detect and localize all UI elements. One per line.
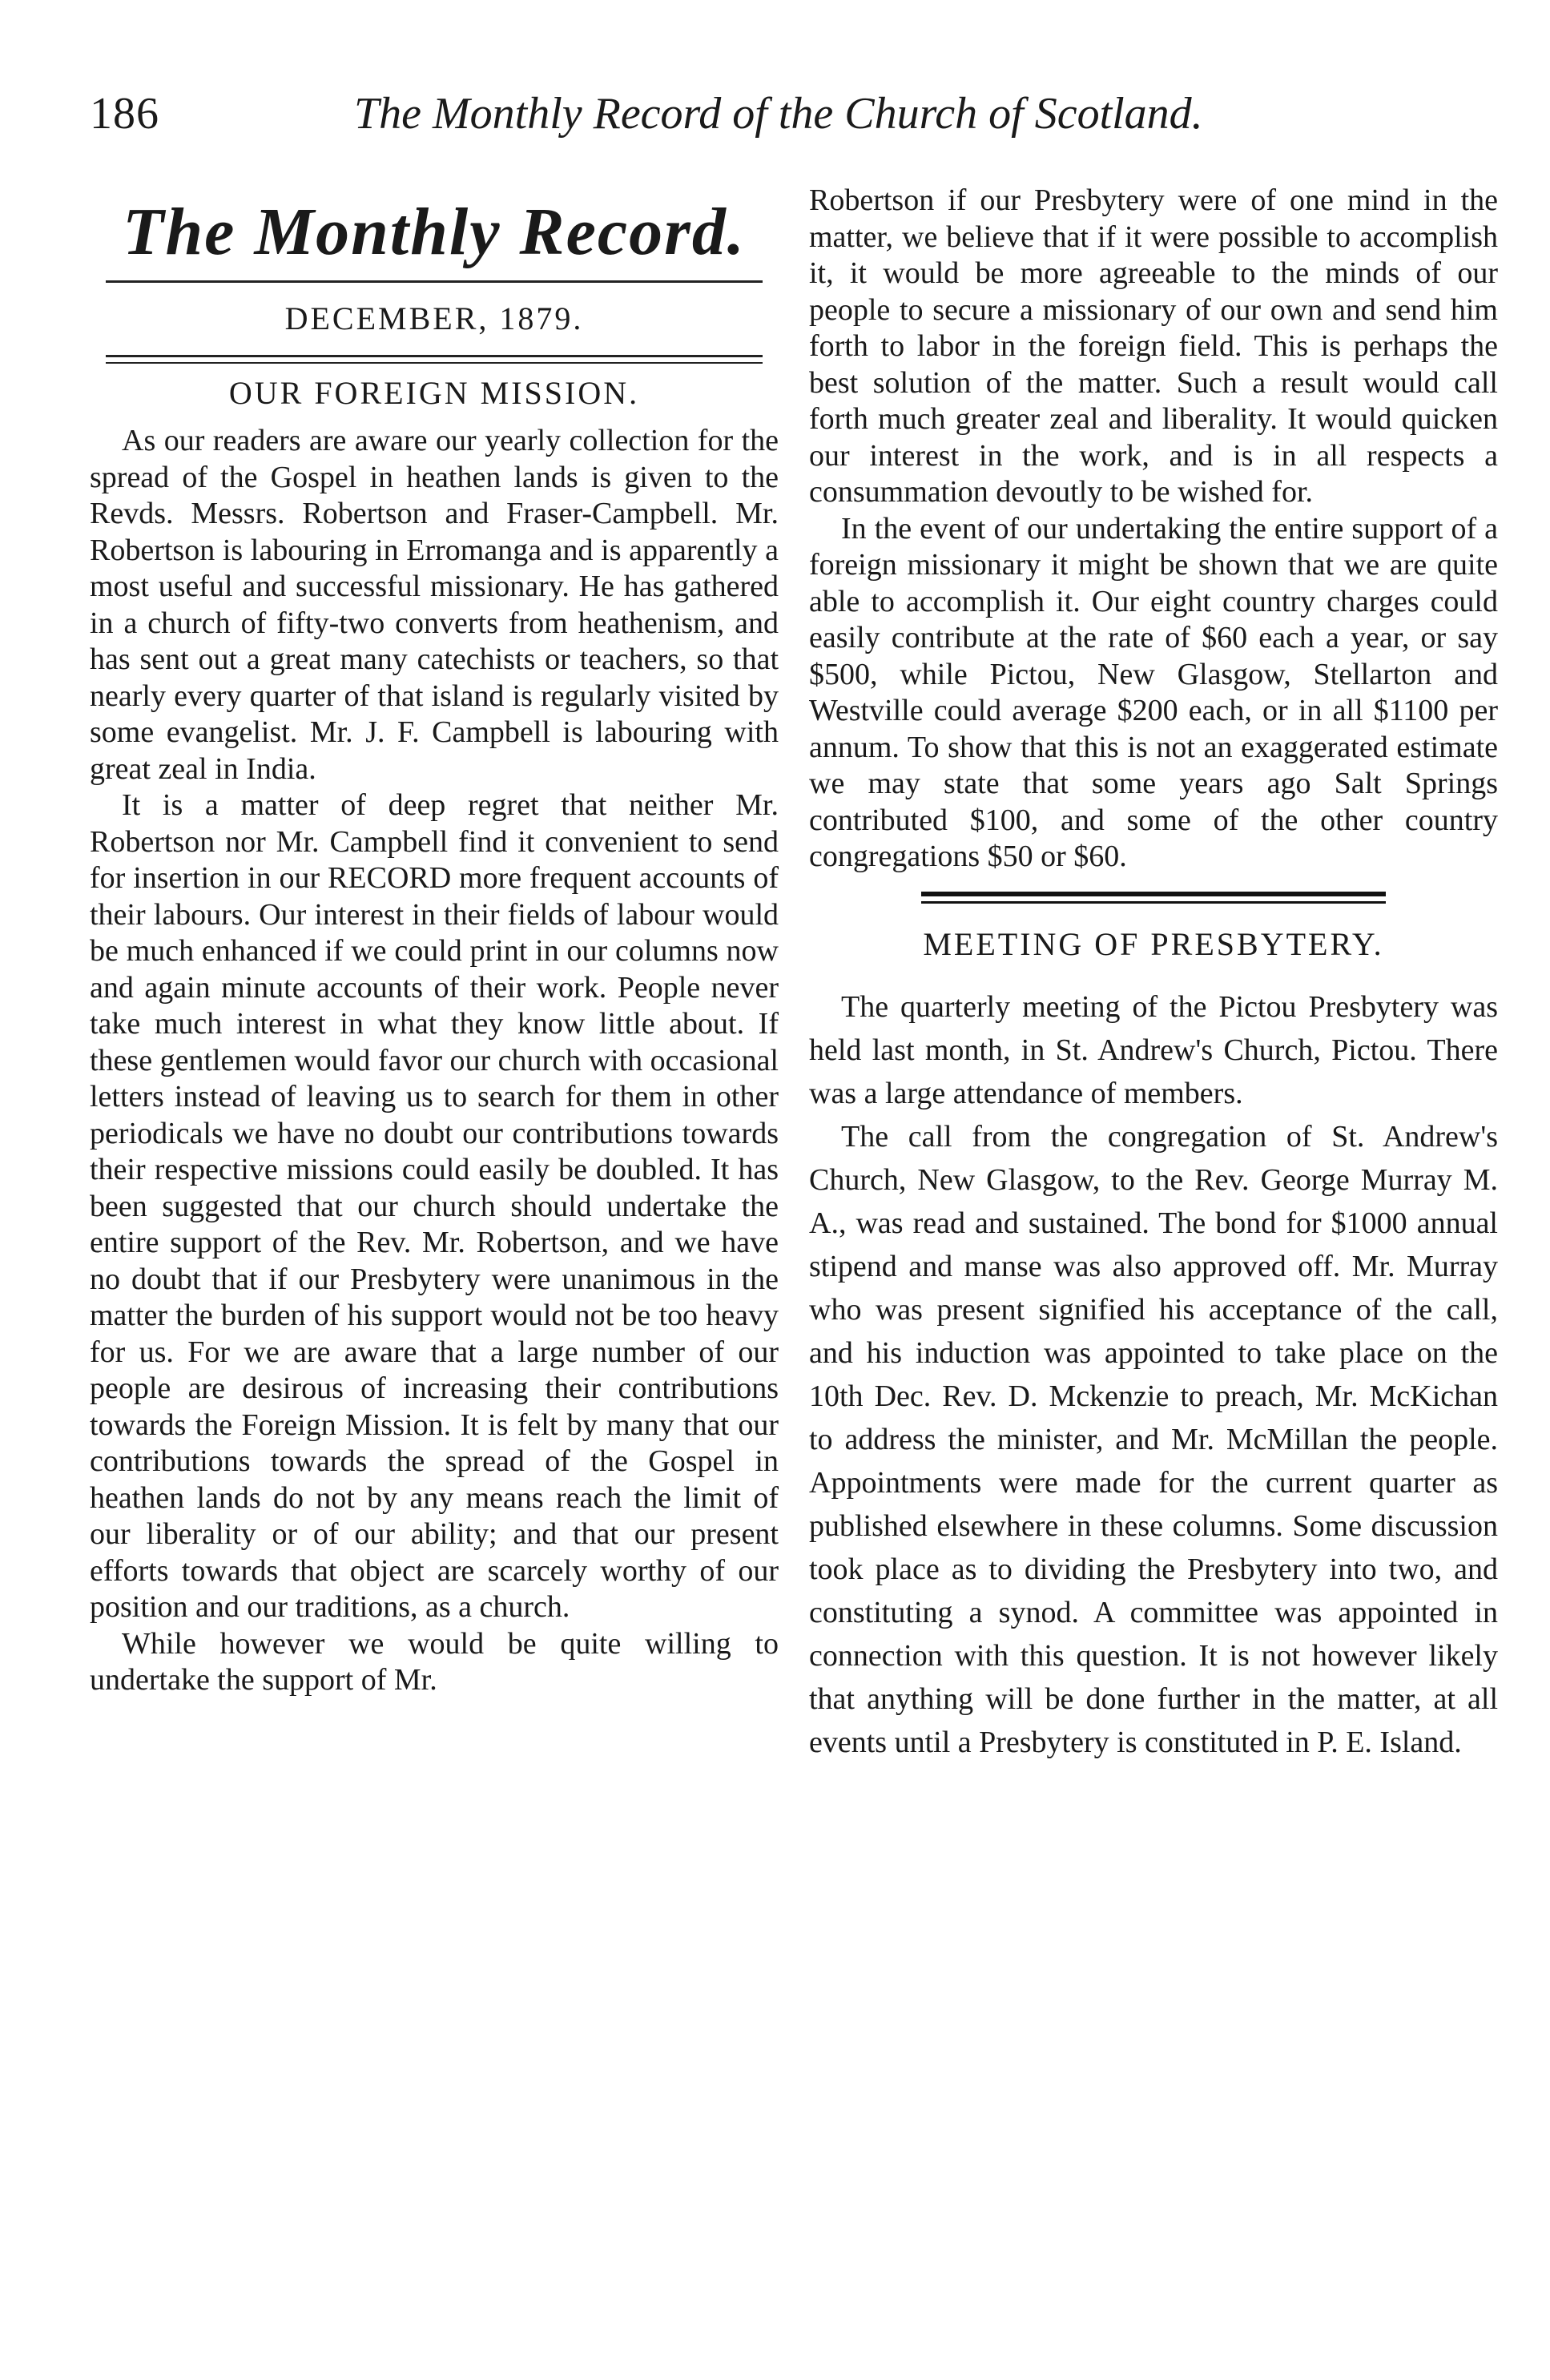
article-paragraph: The quarterly meeting of the Pictou Presbytery was held last month, in St. Andrew's Church, Pictou. There was a large attendance of members. xyxy=(809,989,1498,1110)
article-paragraph: In the event of our undertaking the entire support of a foreign missionary it might be shown that we are quite able to accomplish it. Our eight country charges could easily contribute at the rate of $60 each a year, or say $500, while Pictou, New Glasgow, Stellarton and Westville could average $200 each, or in all $1100 per annum. To show that this is not an exaggerated estimate we may state that some years ago Salt Springs contributed $100, and some of the other country congregations $50 or $60. xyxy=(809,511,1498,873)
article-heading-presbytery: MEETING OF PRESBYTERY. xyxy=(923,925,1384,962)
right-column xyxy=(809,168,1498,1764)
article-paragraph-continued: While however we would be quite willing to undertake the support of Mr. xyxy=(90,1626,779,1697)
left-column xyxy=(90,168,779,1699)
article-paragraph-continuation xyxy=(809,183,1498,511)
divider xyxy=(106,355,763,357)
article-paragraph: As our readers are aware our yearly collection for the spread of the Gospel in heathen lands is given to the Revds. Messrs. Robertson and Fraser-Campbell. Mr. Robertson is labouring in Erromanga and is apparently a most useful and successful missionary. He has gathered in a church of fifty-two converts from heathenism, and has sent out a great many catechists or teachers, so that nearly every quarter of that island is regularly visited by some evangelist. Mr. J. F. Campbell is labouring with great zeal in India. xyxy=(90,424,779,786)
masthead-title: The Monthly Record. xyxy=(123,195,746,269)
article-paragraph: It is a matter of deep regret that neither Mr. Robertson nor Mr. Campbell find it convenient to send for insertion in our RECORD more frequent accounts of their labours. Our interest in their fields of labour would be much enhanced if we could print in our columns now and again minute accounts of their work. People never take much interest in what they know little about. If these gentlemen would favor our church with occasional letters instead of leaving us to search for them in other periodicals we have no doubt our contributions towards their respective missions could easily be doubled. It has been suggested that our church should undertake the entire support of the Rev. Mr. Robertson, and we have no doubt that if our Presbytery were unanimous in the matter the burden of his support would not be too heavy for us. For we are aware that a large number of our people are desirous of increasing their contributions towards the Foreign Mission. It is felt by many that our contributions towards the spread of the Gospel in heathen lands do not by any means reach the limit of our liberality or of our ability; and that our present efforts towards that object are scarcely worthy of our position and our traditions, as a church. xyxy=(90,788,779,1624)
article-paragraph: The call from the congregation of St. Andrew's Church, New Glasgow, to the Rev. George Murray M. A., was read and sustained. The bond for $1000 annual stipend and manse was also approved off. Mr. Murray who was present signified his acceptance of the call, and his induction was appointed to take place on the 10th Dec. Rev. D. Mckenzie to preach, Mr. McKichan to address the minister, and Mr. McMillan the people. Appointments were made for the current quarter as published elsewhere in these columns. Some discussion took place as to dividing the Presbytery into two, and constituting a synod. A committee was appointed in connection with this question. It is not however likely that anything will be done further in the matter, at all events until a Presbytery is constituted in P. E. Island. xyxy=(809,1119,1498,1759)
running-title: The Monthly Record of the Church of Scotland. xyxy=(354,89,1203,139)
dateline: DECEMBER, 1879. xyxy=(284,300,584,336)
section-divider xyxy=(921,901,1386,904)
running-head xyxy=(90,88,1492,152)
page-number: 186 xyxy=(90,89,159,139)
continuation-text: Robertson if our Presbytery were of one mind in the matter, we believe that if it were possible to accomplish it, it would be more agreeable to the minds of our people to secure a missionary of our own and send him forth to labor in the foreign field. This is perhaps the best solution of the matter. Such a result would call forth much greater zeal and liberality. It would quicken our interest in the work, and is in all respects a consummation devoutly to be wished for. xyxy=(809,183,1498,509)
section-divider xyxy=(921,892,1386,896)
article-heading-foreign-mission: OUR FOREIGN MISSION. xyxy=(228,375,640,411)
